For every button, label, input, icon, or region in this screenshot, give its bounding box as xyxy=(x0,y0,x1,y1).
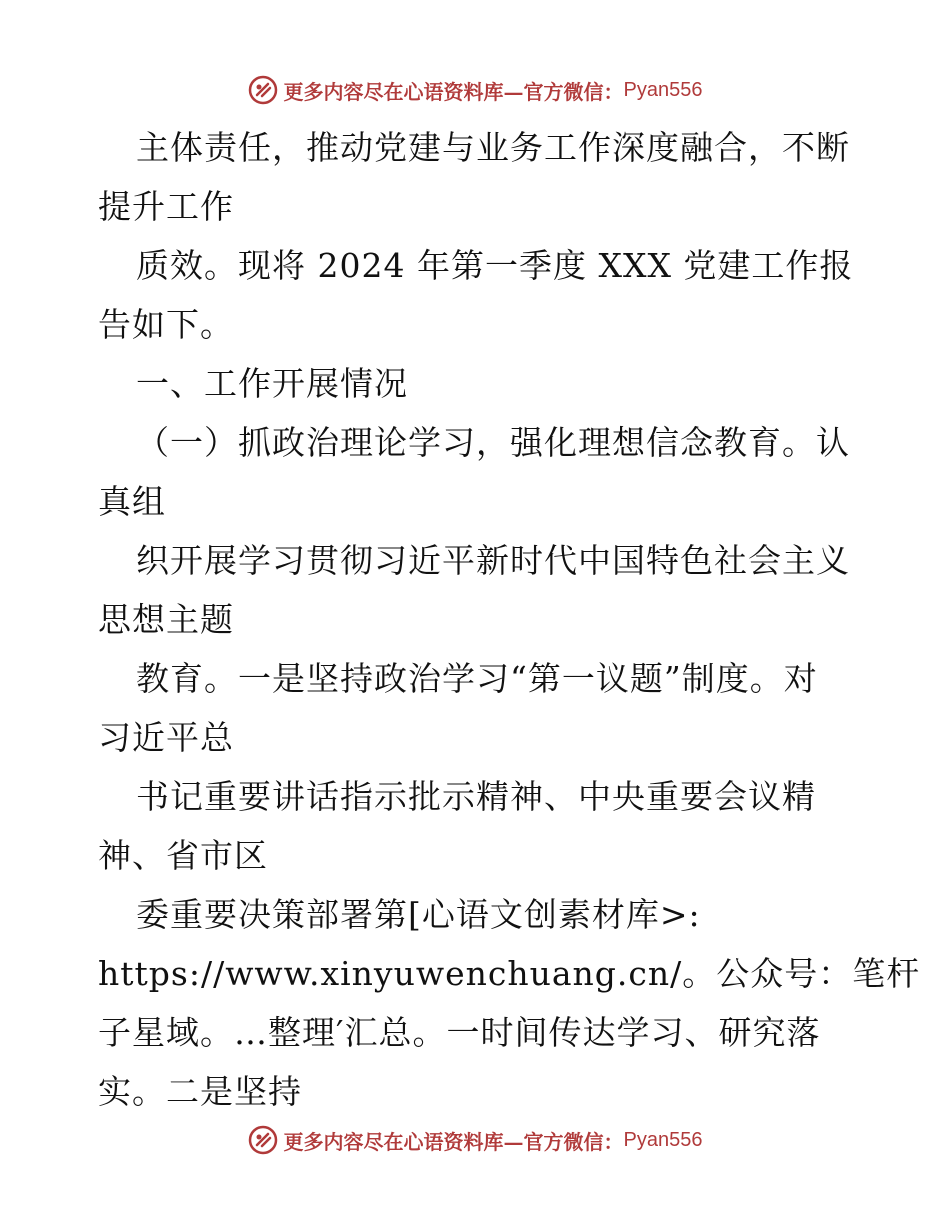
brand-logo-icon xyxy=(248,1125,278,1155)
body-line: 思想主题 xyxy=(98,600,234,639)
body-line: （一）抓政治理论学习，强化理想信念教育。认 xyxy=(136,423,850,462)
body-line: 真组 xyxy=(98,482,166,521)
body-line: 告如下。 xyxy=(98,305,234,344)
body-line: 书记重要讲话指示批示精神、中央重要会议精 xyxy=(136,777,816,816)
body-line: 委重要决策部署第[心语文创素材库>: xyxy=(136,895,701,934)
brand-logo-icon xyxy=(248,75,278,105)
header-banner-wechat-id: Pyan556 xyxy=(623,78,703,101)
body-line: 织开展学习贯彻习近平新时代中国特色社会主义 xyxy=(136,541,850,580)
section-heading: 一、工作开展情况 xyxy=(136,364,408,403)
footer-banner-wechat-id: Pyan556 xyxy=(623,1128,703,1151)
body-line: https://www.xinyuwenchuang.cn/。公众号：笔杆 xyxy=(98,954,921,993)
header-banner xyxy=(0,70,950,110)
document-body xyxy=(98,118,921,1121)
body-line: 主体责任，推动党建与业务工作深度融合，不断 xyxy=(136,128,850,167)
body-line: 提升工作 xyxy=(98,187,234,226)
body-line: 习近平总 xyxy=(98,718,234,757)
body-line: 神、省市区 xyxy=(98,836,268,875)
body-line: 教育。一是坚持政治学习“第一议题”制度。对 xyxy=(136,659,818,698)
footer-banner xyxy=(0,1120,950,1160)
header-banner-text: 更多内容尽在心语资料库—官方微信： xyxy=(283,79,624,104)
body-line: 子星域。…整理′汇总。一时间传达学习、研究落 xyxy=(98,1013,821,1052)
footer-banner-text: 更多内容尽在心语资料库—官方微信： xyxy=(283,1129,624,1154)
body-line: 实。二是坚持 xyxy=(98,1072,302,1111)
body-line: 质效。现将 2024 年第一季度 XXX 党建工作报 xyxy=(136,246,854,285)
